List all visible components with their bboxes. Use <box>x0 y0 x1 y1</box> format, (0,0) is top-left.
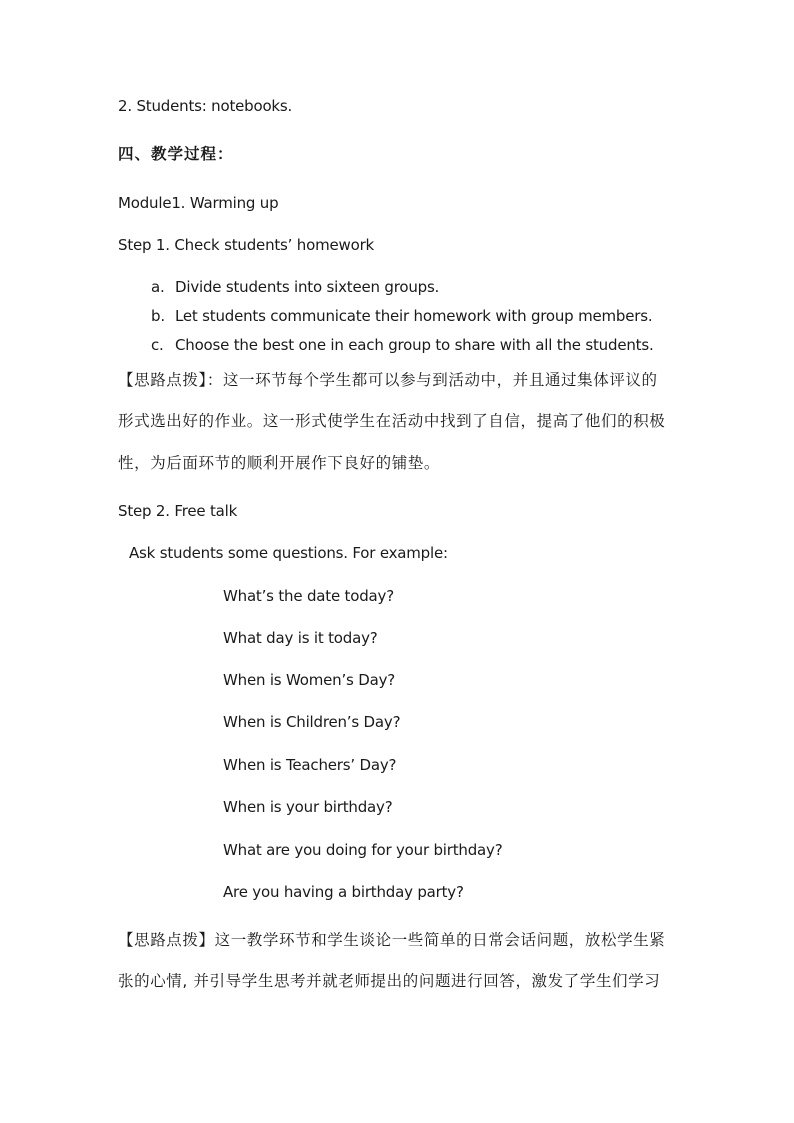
step1-note-line-1: 【思路点拨】：这一环节每个学生都可以参与到活动中，并且通过集体评议的 <box>118 371 658 389</box>
list-marker: a. <box>151 278 165 296</box>
question-item: When is your birthday? <box>223 798 393 816</box>
module-title: Module1. Warming up <box>118 194 279 212</box>
section-heading: 四、教学过程： <box>118 145 234 163</box>
list-item-text: Divide students into sixteen groups. <box>175 278 440 296</box>
list-item-text: Choose the best one in each group to share with all the students. <box>175 336 654 354</box>
question-item: What’s the date today? <box>223 587 394 605</box>
question-item: What are you doing for your birthday? <box>223 841 503 859</box>
question-item: What day is it today? <box>223 629 378 647</box>
list-item-text: Let students communicate their homework with group members. <box>175 307 653 325</box>
step2-intro: Ask students some questions. For example: <box>129 544 448 562</box>
step2-note-line-2: 张的心情, 并引导学生思考并就老师提出的问题进行回答，激发了学生们学习 <box>118 972 661 990</box>
step1-item-b <box>151 306 652 326</box>
step1-note-line-2: 形式选出好的作业。这一形式使学生在活动中找到了自信，提高了他们的积极 <box>118 412 666 430</box>
step1-title: Step 1. Check students’ homework <box>118 236 375 254</box>
step2-note-line-1: 【思路点拨】这一教学环节和学生谈论一些简单的日常会话问题，放松学生紧 <box>118 931 666 949</box>
question-item: When is Women’s Day? <box>223 671 396 689</box>
question-item: When is Children’s Day? <box>223 713 401 731</box>
step1-note-line-3: 性，为后面环节的顺利开展作下良好的铺垫。 <box>118 454 441 472</box>
step1-item-a <box>151 277 439 297</box>
list-marker: c. <box>151 336 164 354</box>
question-item: Are you having a birthday party? <box>223 883 464 901</box>
step2-title: Step 2. Free talk <box>118 502 238 520</box>
materials-students-line: 2. Students: notebooks. <box>118 97 293 115</box>
list-marker: b. <box>151 307 165 325</box>
question-item: When is Teachers’ Day? <box>223 756 397 774</box>
step1-item-c <box>151 335 654 355</box>
